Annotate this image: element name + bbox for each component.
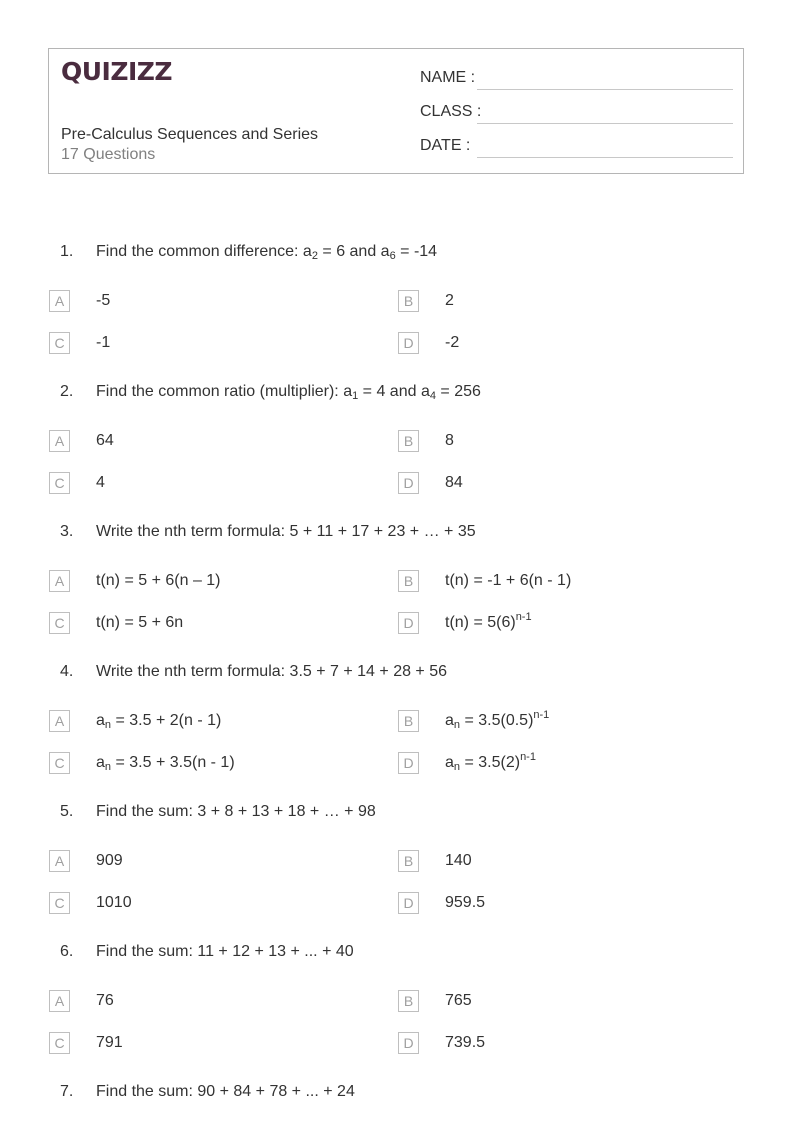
option-letter-b[interactable]: B bbox=[398, 850, 419, 872]
option-letter-a[interactable]: A bbox=[49, 850, 70, 872]
option-letter-d[interactable]: D bbox=[398, 612, 419, 634]
option-text: $a_n = 3.5(2)^{n-1}$ bbox=[445, 751, 536, 773]
option-text: t(n) = 5 + 6n bbox=[96, 614, 184, 631]
question-text: Find the sum: 11 + 12 + 13 + ... + 40 bbox=[96, 943, 354, 960]
class-field[interactable] bbox=[477, 123, 733, 124]
question-number: 2. bbox=[60, 383, 74, 400]
question-number: 4. bbox=[60, 663, 74, 680]
option-letter-b[interactable]: B bbox=[398, 990, 419, 1012]
option-letter-d[interactable]: D bbox=[398, 892, 419, 914]
option-text: -5 bbox=[96, 292, 111, 309]
question-number: 7. bbox=[60, 1083, 74, 1100]
option-text: -2 bbox=[445, 334, 460, 351]
question-text: Find the sum: 90 + 84 + 78 + ... + 24 bbox=[96, 1083, 355, 1100]
option-text: 140 bbox=[445, 852, 472, 869]
option-text: 1010 bbox=[96, 894, 132, 911]
option-text: 765 bbox=[445, 992, 472, 1009]
option-letter-d[interactable]: D bbox=[398, 472, 419, 494]
option-letter-a[interactable]: A bbox=[49, 290, 70, 312]
option-text: 2 bbox=[445, 292, 454, 309]
option-letter-c[interactable]: C bbox=[49, 752, 70, 774]
option-letter-d[interactable]: D bbox=[398, 332, 419, 354]
name-label: NAME : bbox=[420, 69, 476, 86]
option-text: $t(n) = 5(6)^{n-1}$ bbox=[445, 611, 532, 631]
option-text: 909 bbox=[96, 852, 123, 869]
quizizz-logo: QUIZIZZ bbox=[61, 57, 173, 86]
option-letter-a[interactable]: A bbox=[49, 430, 70, 452]
question-text: Find the common ratio (multiplier): $a_1 = 4$ and $a_4 = 256$ bbox=[96, 383, 481, 402]
option-text: 959.5 bbox=[445, 894, 486, 911]
option-text: 64 bbox=[96, 432, 114, 449]
class-label: CLASS : bbox=[420, 103, 482, 120]
name-field[interactable] bbox=[477, 89, 733, 90]
question-text: Write the nth term formula: 3.5 + 7 + 14 + 28 + 56 bbox=[96, 663, 448, 680]
question-number: 3. bbox=[60, 523, 74, 540]
question-number: 5. bbox=[60, 803, 74, 820]
option-text: $a_n = 3.5(0.5)^{n-1}$ bbox=[445, 709, 550, 731]
option-letter-a[interactable]: A bbox=[49, 990, 70, 1012]
option-letter-d[interactable]: D bbox=[398, 1032, 419, 1054]
worksheet-header bbox=[48, 48, 744, 174]
worksheet-title: Pre-Calculus Sequences and Series bbox=[61, 126, 319, 143]
option-letter-a[interactable]: A bbox=[49, 710, 70, 732]
option-text: 739.5 bbox=[445, 1034, 486, 1051]
option-letter-c[interactable]: C bbox=[49, 612, 70, 634]
option-text: 4 bbox=[96, 474, 105, 491]
option-text: t(n) = -1 + 6(n - 1) bbox=[445, 572, 572, 589]
question-count: 17 Questions bbox=[61, 146, 156, 163]
date-field[interactable] bbox=[477, 157, 733, 158]
option-letter-b[interactable]: B bbox=[398, 290, 419, 312]
option-text: 791 bbox=[96, 1034, 123, 1051]
option-letter-c[interactable]: C bbox=[49, 472, 70, 494]
option-text: $a_n = 3.5 + 2(n - 1)$ bbox=[96, 712, 222, 731]
option-text: 76 bbox=[96, 992, 114, 1009]
option-letter-c[interactable]: C bbox=[49, 1032, 70, 1054]
option-text: 8 bbox=[445, 432, 454, 449]
date-label: DATE : bbox=[420, 137, 471, 154]
option-text: 84 bbox=[445, 474, 463, 491]
option-letter-b[interactable]: B bbox=[398, 430, 419, 452]
option-letter-b[interactable]: B bbox=[398, 710, 419, 732]
question-text: Find the common difference: $a_2 = 6$ and $a_6 = -14$ bbox=[96, 243, 438, 262]
option-letter-b[interactable]: B bbox=[398, 570, 419, 592]
option-letter-c[interactable]: C bbox=[49, 332, 70, 354]
option-text: -1 bbox=[96, 334, 111, 351]
option-text: $a_n = 3.5 + 3.5(n - 1)$ bbox=[96, 754, 235, 773]
question-number: 6. bbox=[60, 943, 74, 960]
option-text: t(n) = 5 + 6(n – 1) bbox=[96, 572, 221, 589]
question-text: Write the nth term formula: 5 + 11 + 17 + 23 + … + 35 bbox=[96, 523, 476, 540]
question-number: 1. bbox=[60, 243, 74, 260]
option-letter-c[interactable]: C bbox=[49, 892, 70, 914]
question-text: Find the sum: 3 + 8 + 13 + 18 + … + 98 bbox=[96, 803, 376, 820]
option-letter-a[interactable]: A bbox=[49, 570, 70, 592]
option-letter-d[interactable]: D bbox=[398, 752, 419, 774]
